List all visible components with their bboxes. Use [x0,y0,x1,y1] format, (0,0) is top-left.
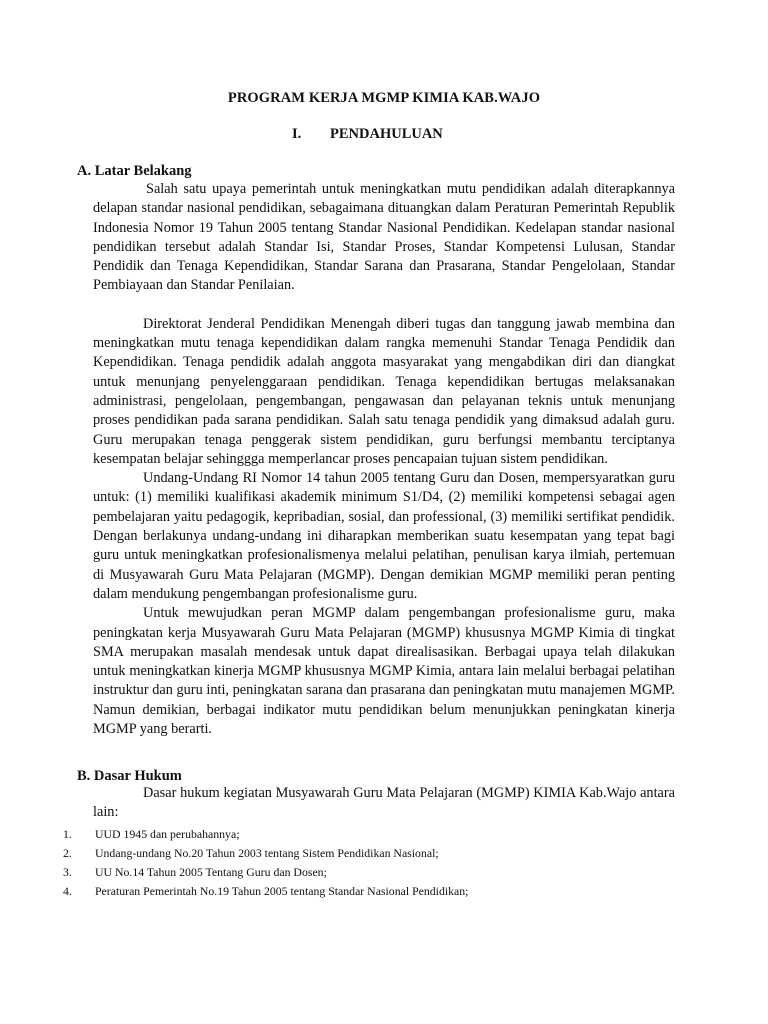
list-item-text: Peraturan Pemerintah No.19 Tahun 2005 tentang Standar Nasional Pendidikan; [95,884,469,898]
paragraph: Dasar hukum kegiatan Musyawarah Guru Mata Pelajaran (MGMP) KIMIA Kab.Wajo antara lain: [93,785,675,821]
list-item-text: UUD 1945 dan perubahannya; [95,827,240,841]
paragraph: Undang-Undang RI Nomor 14 tahun 2005 tentang Guru dan Dosen, mempersyaratkan guru untuk: (1) memiliki kualifikasi akademik minimum S1/D4, (2) memiliki kompetensi sebagai agen pembelajaran yaitu pedagogik, kepribadian, sosial, dan professional, (3) memiliki sertifikat pendidik. Dengan berlakunya undang-undang ini diharapkan memberikan suatu kesempatan yang tepat bagi guru untuk meningkatkan profesionalismenya melalui pelatihan, penulisan karya ilmiah, pertemuan di Musyawarah Guru Mata Pelajaran (MGMP). Dengan demikian MGMP memiliki peran penting dalam mendukung pengembangan profesionalisme guru. [93,470,675,602]
page-title: PROGRAM KERJA MGMP KIMIA KAB.WAJO [227,90,541,106]
list-item [0,844,768,863]
list-item-number: 1. [63,827,72,841]
list-item [0,882,768,901]
list-item-number: 3. [63,865,72,879]
section-a-heading: A. Latar Belakang [77,163,192,179]
section-b-intro [93,784,675,823]
paragraph-gap [93,296,675,315]
legal-basis-list [0,825,768,901]
paragraph: Direktorat Jenderal Pendidikan Menengah diberi tugas dan tanggung jawab membina dan meningkatkan mutu tenaga kependidikan dalam rangka memenuhi Standar Tenaga Pendidik dan Kependidikan. Tenaga pendidik adalah anggota masyarakat yang mengabdikan diri dan diangkat untuk menunjang penyelenggaraan pendidikan. Tenaga kependidikan bertugas melaksanakan administrasi, pengelolaan, pengembangan, pengawasan dan pelayanan teknis untuk menunjang proses pendidikan pada sarana pendidikan. Salah satu tenaga pendidik yang dimaksud adalah guru. Guru merupakan tenaga penggerak sistem pendidikan, guru berfungsi membantu terciptanya kesempatan belajar sehinggga memperlancar proses pencapaian tujuan sistem pendidikan. [93,315,675,467]
list-item-text: UU No.14 Tahun 2005 Tentang Guru dan Dosen; [95,865,327,879]
list-item [0,825,768,844]
chapter-title: PENDAHULUAN [330,126,443,142]
chapter-number: I. [292,126,302,142]
list-item-text: Undang-undang No.20 Tahun 2003 tentang Sistem Pendidikan Nasional; [95,846,439,860]
list-item-number: 2. [63,846,72,860]
list-item [0,863,768,882]
list-item-number: 4. [63,884,72,898]
paragraph: Salah satu upaya pemerintah untuk meningkatkan mutu pendidikan adalah diterapkannya delapan standar nasional pendidikan, sebagaimana dituangkan dalam Peraturan Pemerintah Republik Indonesia Nomor 19 Tahun 2005 tentang Standar Nasional Pendidikan. Kedelapan standar nasional pendidikan tersebut adalah Standar Isi, Standar Proses, Standar Kompetensi Lulusan, Standar Pendidik dan Tenaga Kependidikan, Standar Sarana dan Prasarana, Standar Pengelolaan, Standar Pembiayaan dan Standar Penilaian. [93,181,675,294]
section-a-body [93,180,675,739]
section-b-heading: B. Dasar Hukum [77,768,182,784]
paragraph: Untuk mewujudkan peran MGMP dalam pengembangan profesionalisme guru, maka peningkatan kerja Musyawarah Guru Mata Pelajaran (MGMP) khususnya MGMP Kimia di tingkat SMA merupakan masalah mendesak untuk dapat direalisasikan. Berbagai upaya telah dilakukan untuk meningkatkan kinerja MGMP khususnya MGMP Kimia, antara lain melalui berbagai pelatihan instruktur dan guru inti, peningkatan sarana dan prasarana dan peningkatan mutu manajemen MGMP. Namun demikian, berbagai indikator mutu pendidikan belum menunjukkan peningkatan kinerja MGMP yang berarti. [93,605,675,738]
